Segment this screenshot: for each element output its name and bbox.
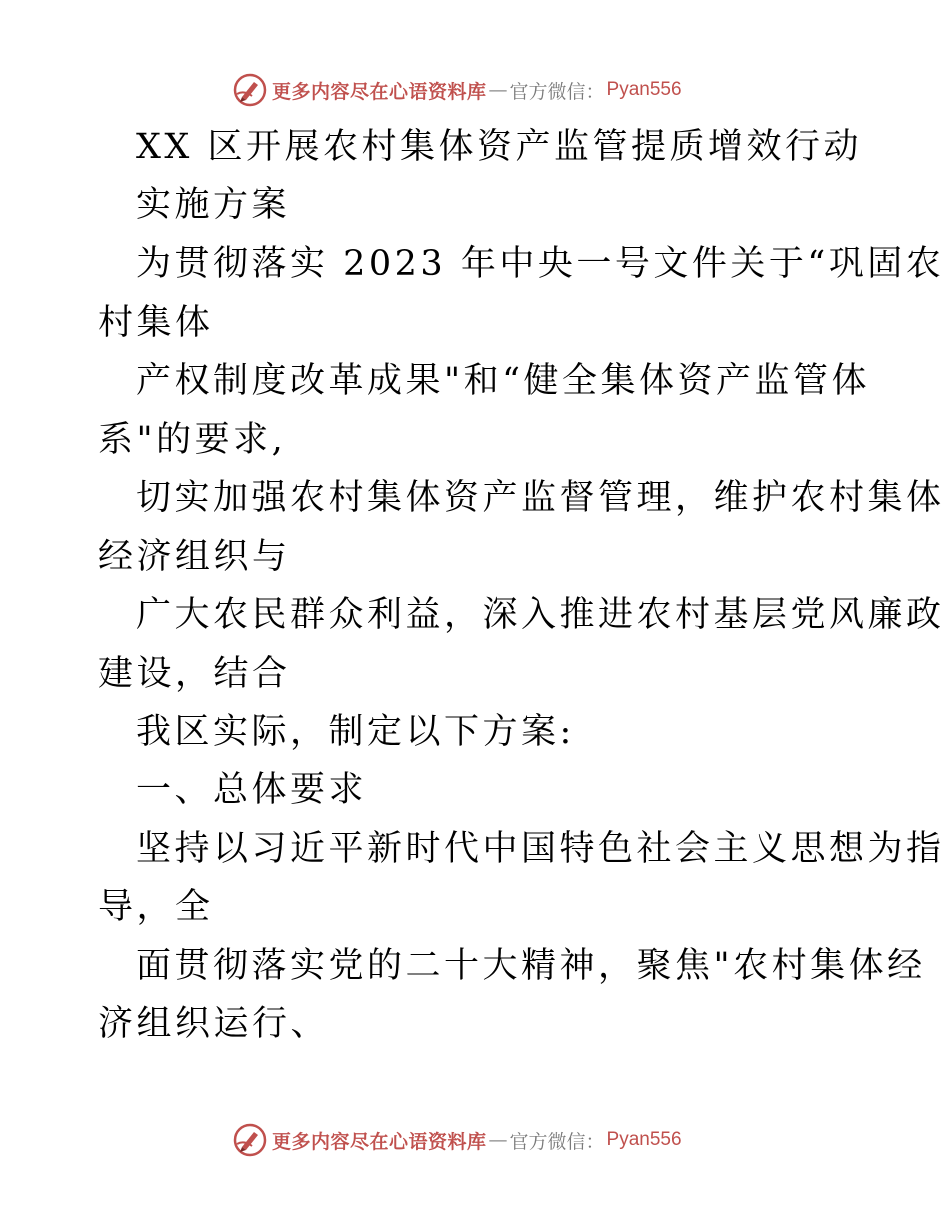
paragraph-line: 系"的要求, xyxy=(98,420,287,460)
watermark-banner-top xyxy=(232,70,682,110)
watermark-wechat-label: 官方微信： xyxy=(509,1130,605,1153)
watermark-wechat-id: Pyan556 xyxy=(606,79,682,100)
watermark-wechat-label: 官方微信： xyxy=(509,80,605,103)
paragraph-line: 建设，结合 xyxy=(98,654,291,694)
doc-title-line-1: XX 区开展农村集体资产监管提质增效行动 xyxy=(136,127,862,167)
paragraph-line: 广大农民群众利益，深入推进农村基层党风廉政 xyxy=(136,595,945,635)
watermark-text: 更多内容尽在心语资料库 xyxy=(272,1130,487,1153)
doc-title-line-2: 实施方案 xyxy=(136,185,291,225)
watermark-text: 更多内容尽在心语资料库 xyxy=(272,80,487,103)
section-heading: 一、总体要求 xyxy=(136,770,368,810)
paragraph-line: 经济组织与 xyxy=(98,537,291,577)
watermark-wechat-id: Pyan556 xyxy=(606,1129,682,1150)
paragraph-line: 导，全 xyxy=(98,887,214,927)
pen-logo-icon xyxy=(232,1122,268,1158)
paragraph-line: 村集体 xyxy=(98,303,214,343)
paragraph-line: 济组织运行、 xyxy=(98,1004,330,1044)
paragraph-line: 切实加强农村集体资产监督管理，维护农村集体 xyxy=(136,478,945,518)
paragraph-line: 为贯彻落实 2023 年中央一号文件关于“巩固农 xyxy=(136,244,945,284)
pen-logo-icon xyxy=(232,72,268,108)
paragraph-line: 坚持以习近平新时代中国特色社会主义思想为指 xyxy=(136,829,945,869)
paragraph-line: 我区实际，制定以下方案: xyxy=(136,712,575,752)
watermark-dash: — xyxy=(488,1129,508,1151)
watermark-banner-bottom xyxy=(232,1120,682,1160)
paragraph-line: 面贯彻落实党的二十大精神，聚焦"农村集体经 xyxy=(136,946,926,986)
watermark-dash: — xyxy=(488,79,508,101)
paragraph-line: 产权制度改革成果"和“健全集体资产监管体 xyxy=(136,361,870,401)
